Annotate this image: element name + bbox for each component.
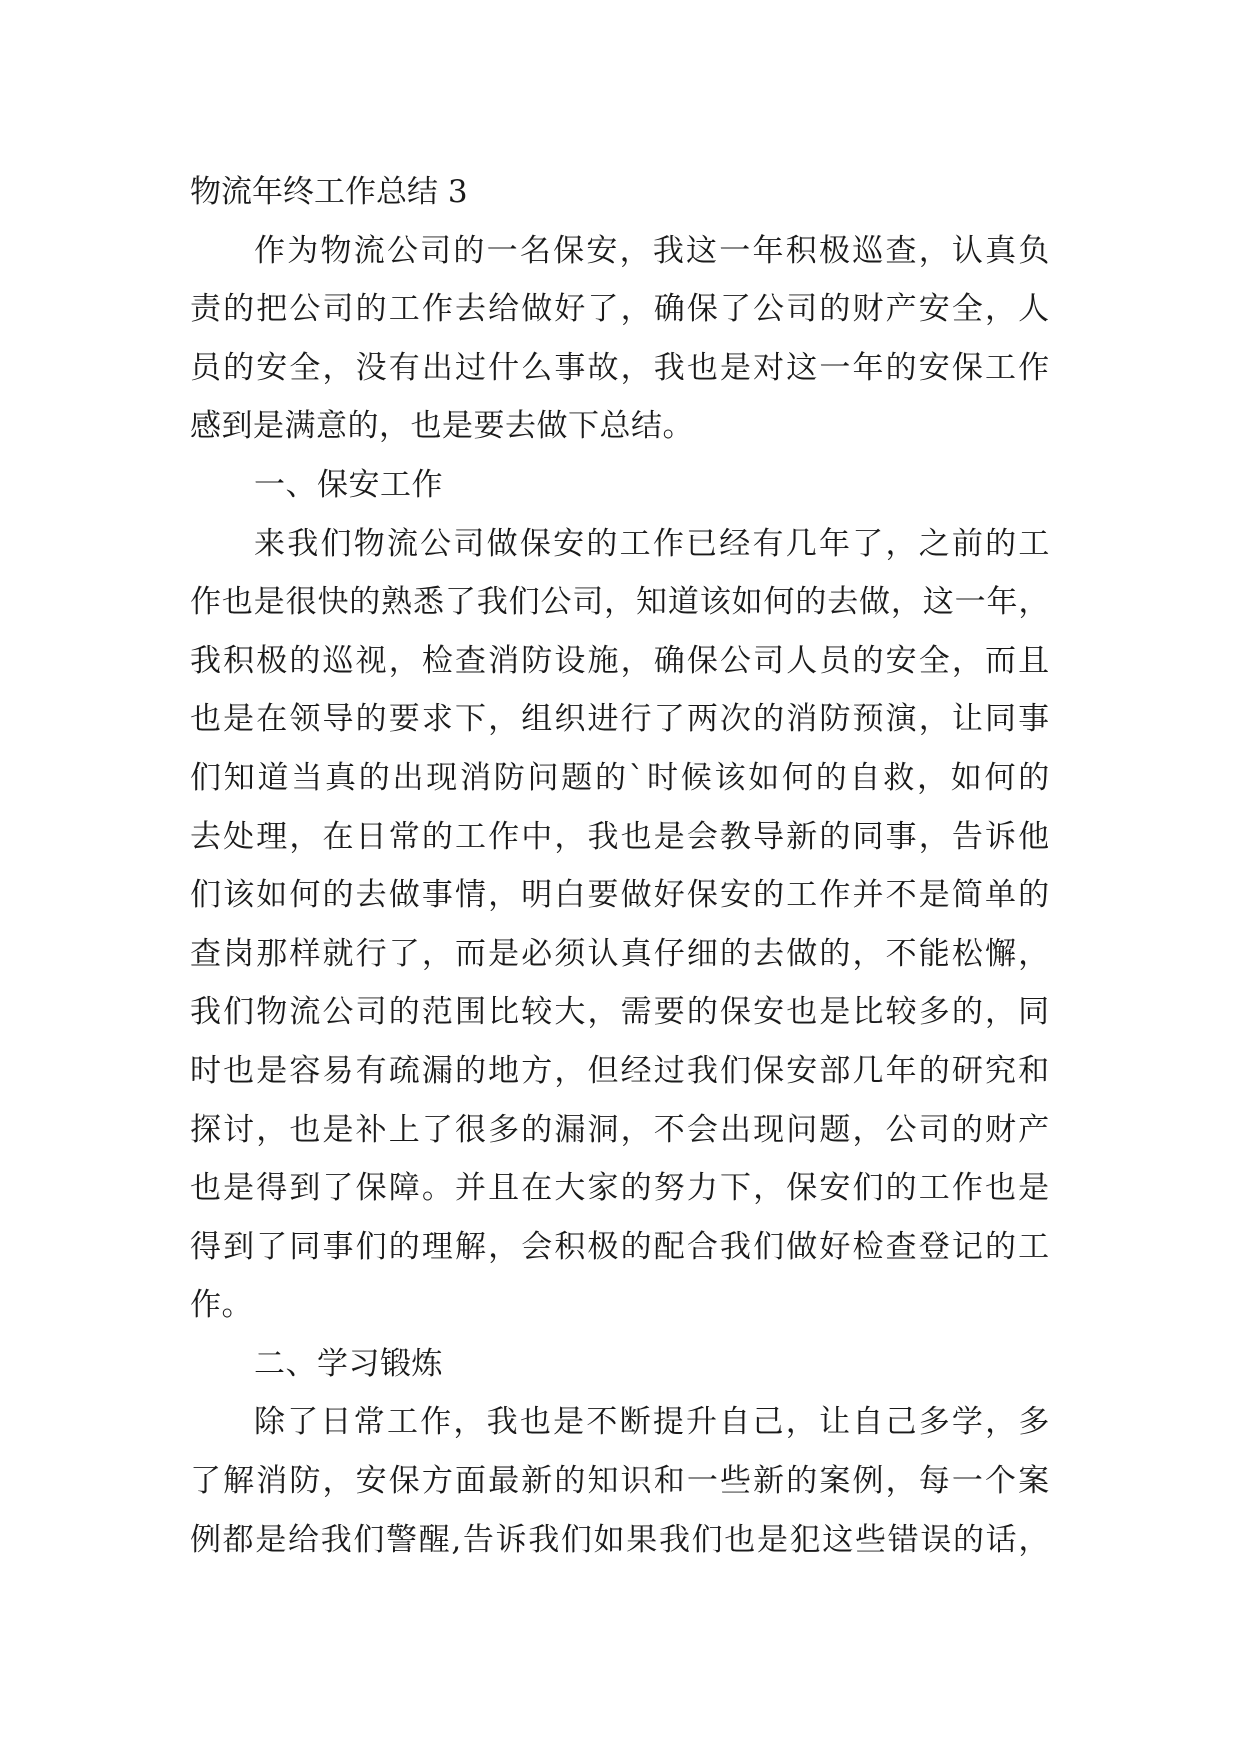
text-line: 二、学习锻炼 bbox=[254, 1345, 443, 1382]
text-line: 除 了 日 常 工 作 ， 我 也 是 不 断 提 升 自 己 ， 让 自 己 多 学 ， 多 bbox=[254, 1404, 1050, 1441]
text-line: 作。 bbox=[190, 1287, 253, 1324]
text-line: 也 是 在 领 导 的 要 求 下 ， 组 织 进 行 了 两 次 的 消 防 预 演 ， 让 同 事 bbox=[190, 701, 1050, 738]
text-line: 查 岗 那 样 就 行 了 ， 而 是 必 须 认 真 仔 细 的 去 做 的 ， 不 能 松 懈 ， bbox=[190, 935, 1050, 972]
text-line: 来 我 们 物 流 公 司 做 保 安 的 工 作 已 经 有 几 年 了 ， 之 前 的 工 bbox=[254, 525, 1050, 562]
text-line: 一、保安工作 bbox=[254, 466, 443, 503]
text-line: 了 解 消 防 ， 安 保 方 面 最 新 的 知 识 和 一 些 新 的 案 例 ， 每 一 个 案 bbox=[190, 1463, 1050, 1500]
text-line: 我 积 极 的 巡 视 ， 检 查 消 防 设 施 ， 确 保 公 司 人 员 的 安 全 ， 而 且 bbox=[190, 642, 1050, 679]
text-line: 得 到 了 同 事 们 的 理 解 ， 会 积 极 的 配 合 我 们 做 好 检 查 登 记 的 工 bbox=[190, 1228, 1050, 1265]
text-line: 去 处 理 ， 在 日 常 的 工 作 中 ， 我 也 是 会 教 导 新 的 同 事 ， 告 诉 他 bbox=[190, 818, 1050, 855]
text-line: 时 也 是 容 易 有 疏 漏 的 地 方 ， 但 经 过 我 们 保 安 部 几 年 的 研 究 和 bbox=[190, 1052, 1050, 1089]
text-line: 例 都 是 给 我 们 警 醒 , 告 诉 我 们 如 果 我 们 也 是 犯 这 些 错 误 的 话 ， bbox=[190, 1521, 1050, 1558]
text-line: 们 知 道 当 真 的 出 现 消 防 问 题 的 ` 时 候 该 如 何 的 自 救 ， 如 何 的 bbox=[190, 759, 1050, 796]
text-line: 作 为 物 流 公 司 的 一 名 保 安 ， 我 这 一 年 积 极 巡 查 ， 认 真 负 bbox=[254, 232, 1050, 269]
text-line: 作 也 是 很 快 的 熟 悉 了 我 们 公 司 ， 知 道 该 如 何 的 去 做 ， 这 一 年 ， bbox=[190, 584, 1050, 621]
document-body bbox=[190, 163, 1050, 1569]
text-line: 们 该 如 何 的 去 做 事 情 ， 明 白 要 做 好 保 安 的 工 作 并 不 是 简 单 的 bbox=[190, 877, 1050, 914]
text-line: 员 的 安 全 ， 没 有 出 过 什 么 事 故 ， 我 也 是 对 这 一 年 的 安 保 工 作 bbox=[190, 349, 1050, 386]
text-line: 探 讨 ， 也 是 补 上 了 很 多 的 漏 洞 ， 不 会 出 现 问 题 ， 公 司 的 财 产 bbox=[190, 1111, 1050, 1148]
text-line: 也 是 得 到 了 保 障 。 并 且 在 大 家 的 努 力 下 ， 保 安 们 的 工 作 也 是 bbox=[190, 1170, 1050, 1207]
text-line: 我 们 物 流 公 司 的 范 围 比 较 大 ， 需 要 的 保 安 也 是 比 较 多 的 ， 同 bbox=[190, 994, 1050, 1031]
text-line: 责 的 把 公 司 的 工 作 去 给 做 好 了 ， 确 保 了 公 司 的 财 产 安 全 ， 人 bbox=[190, 291, 1050, 328]
text-line: 感到是满意的，也是要去做下总结。 bbox=[190, 408, 694, 445]
document-title: 物流年终工作总结 3 bbox=[190, 174, 468, 210]
